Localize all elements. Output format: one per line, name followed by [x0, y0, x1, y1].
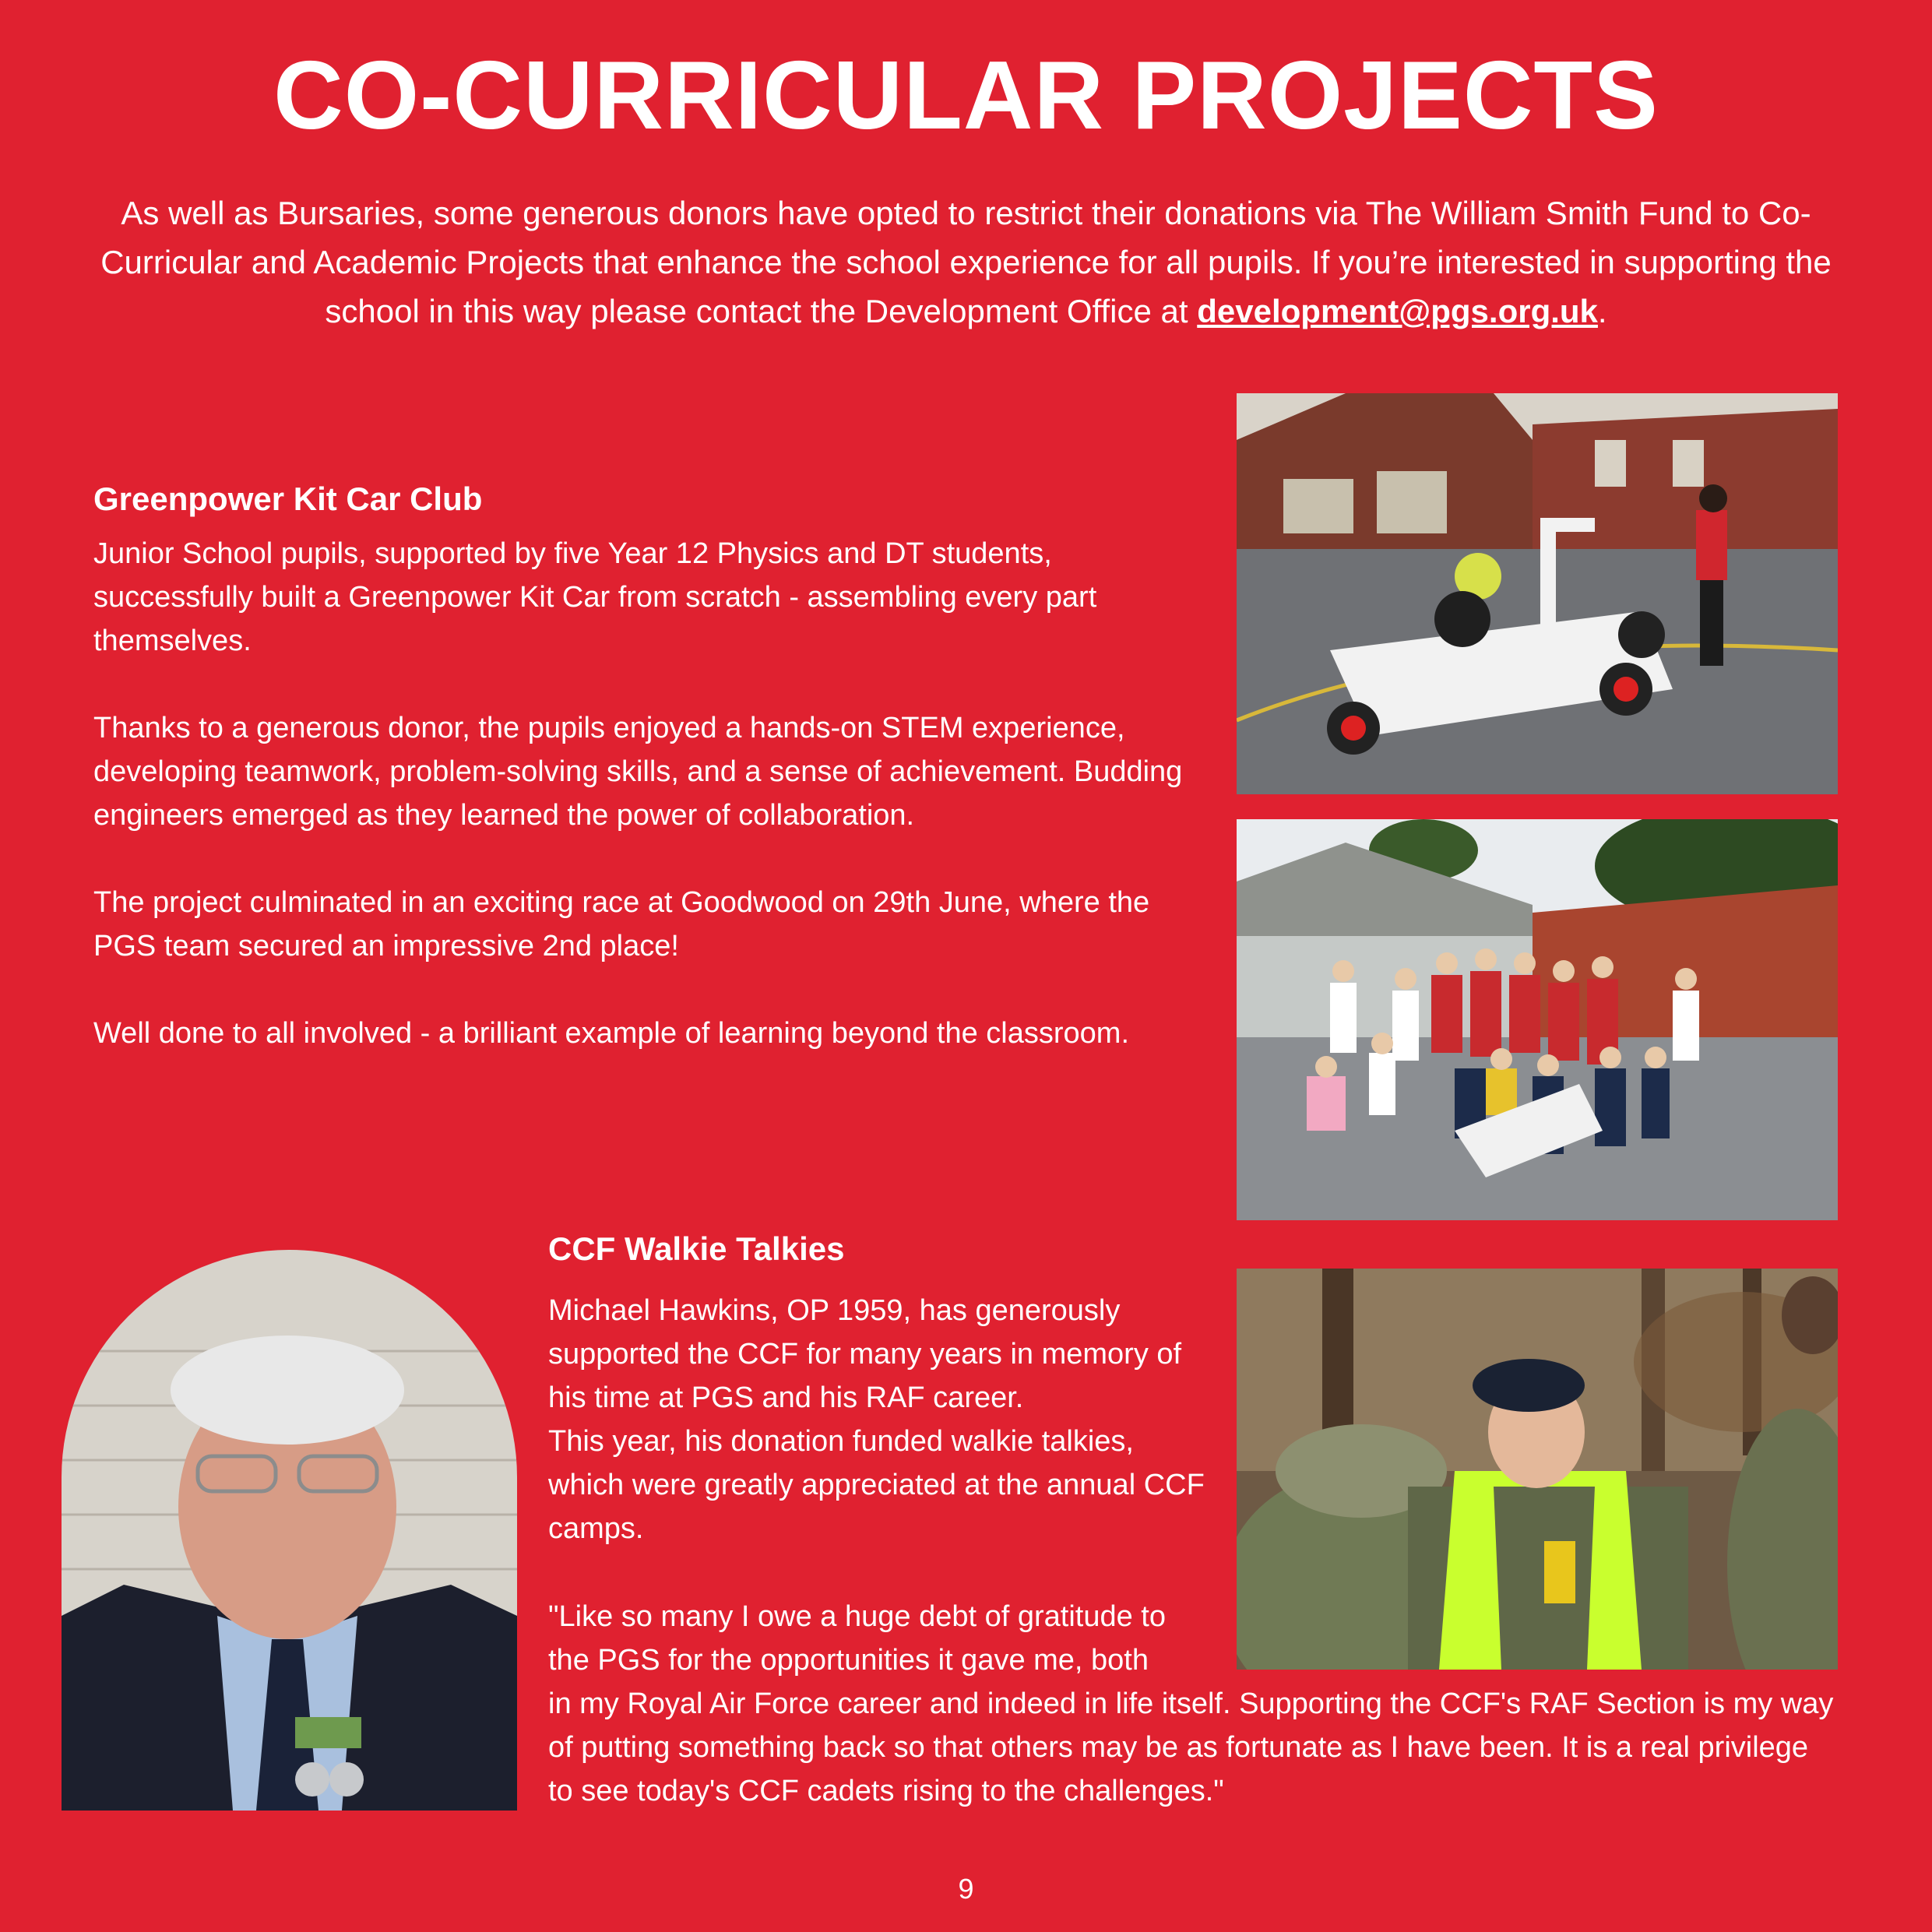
greenpower-paragraph-2: Thanks to a generous donor, the pupils enjoyed a hands-on STEM experience, developing teamwork, problem-solving skills, and a sense of achievement. Budding engineers emerged as they learned the power of collaboration.: [93, 712, 1183, 832]
photo-float-spacer: [1171, 1595, 1841, 1682]
greenpower-body: [93, 532, 1199, 1055]
michael-hawkins-portrait: [62, 1250, 517, 1811]
page-number: 9: [958, 1873, 974, 1905]
ccf-quote: "Like so many I owe a huge debt of gratitude to the PGS for the opportunities it gave me, both in my Royal Air Force career and indeed in life itself. Supporting the CCF's RAF Section is my way of putting something back so that others may be as fortunate as I have been. It is a real privilege to see today's CCF cadets rising to the challenges.": [548, 1600, 1834, 1807]
greenpower-heading: Greenpower Kit Car Club: [93, 480, 483, 517]
page-title: CO-CURRICULAR PROJECTS: [273, 42, 1659, 150]
ccf-body-top: [548, 1289, 1210, 1550]
kit-car-photo: [1237, 393, 1838, 794]
intro-end: .: [1597, 293, 1607, 329]
greenpower-paragraph-1: Junior School pupils, supported by five Year 12 Physics and DT students, successfully built a Greenpower Kit Car from scratch - assembling every part themselves.: [93, 537, 1097, 657]
group-photo: [1237, 819, 1838, 1220]
intro-paragraph: [93, 188, 1839, 336]
ccf-quote-block: [548, 1595, 1841, 1813]
greenpower-paragraph-3: The project culminated in an exciting race at Goodwood on 29th June, where the PGS team secured an impressive 2nd place!: [93, 886, 1150, 962]
ccf-paragraph-2: This year, his donation funded walkie talkies, which were greatly appreciated at the annual CCF camps.: [548, 1425, 1205, 1545]
ccf-heading: CCF Walkie Talkies: [548, 1230, 845, 1267]
greenpower-paragraph-4: Well done to all involved - a brilliant example of learning beyond the classroom.: [93, 1017, 1130, 1050]
intro-text: As well as Bursaries, some generous donors have opted to restrict their donations via The William Smith Fund to Co-Curricular and Academic Projects that enhance the school experience for all pupils. If you’re interested in supporting the school in this way please contact the Development Office at: [100, 195, 1832, 329]
ccf-paragraph-1: Michael Hawkins, OP 1959, has generously supported the CCF for many years in memory of his time at PGS and his RAF career.: [548, 1294, 1182, 1414]
development-email-link[interactable]: development@pgs.org.uk: [1197, 293, 1598, 329]
